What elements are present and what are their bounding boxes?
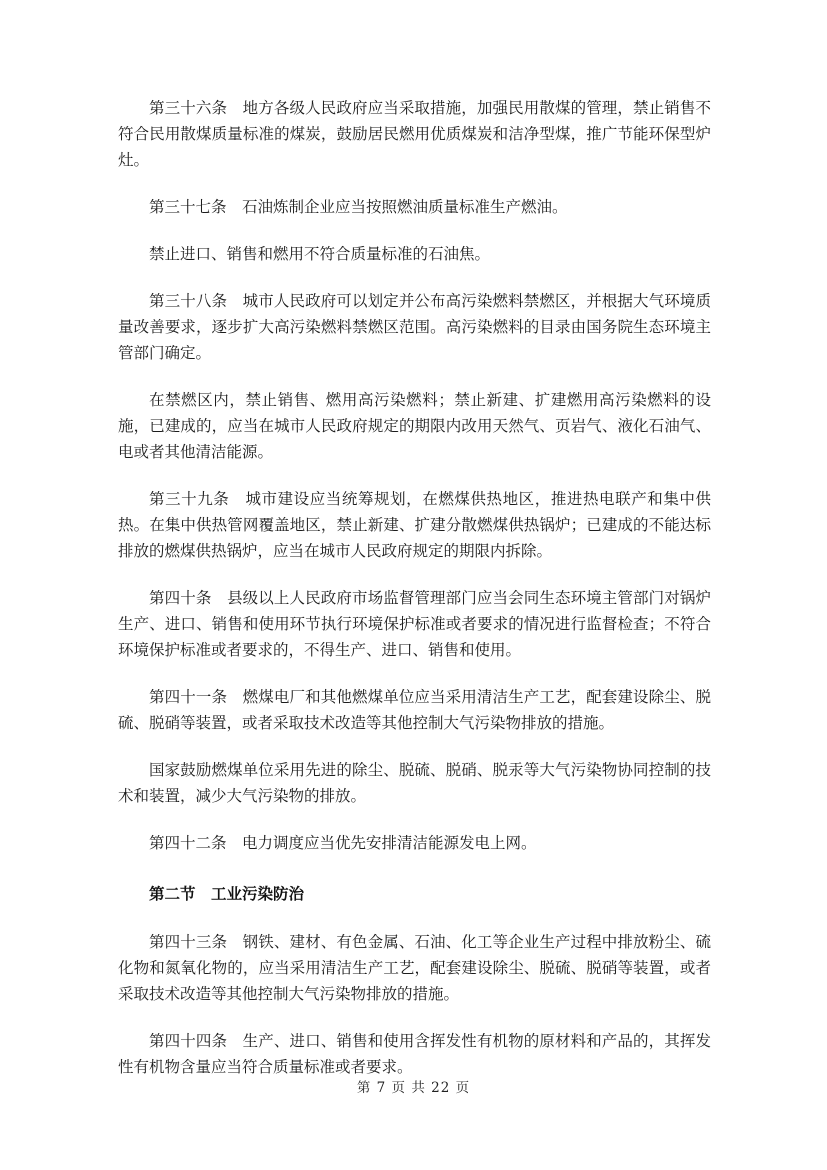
paragraph-article-36: 第三十六条 地方各级人民政府应当采取措施，加强民用散煤的管理，禁止销售不符合民用散煤质量标准的煤炭，鼓励居民燃用优质煤炭和洁净型煤，推广节能环保型炉灶。: [118, 99, 711, 169]
section-heading-industrial-pollution: 第二节 工业污染防治: [149, 885, 305, 903]
paragraph-article-44: 第四十四条 生产、进口、销售和使用含挥发性有机物的原材料和产品的，其挥发性有机物含量应当符合质量标准或者要求。: [118, 1032, 711, 1076]
page-footer: [0, 1078, 827, 1098]
paragraph-article-41: 第四十一条 燃煤电厂和其他燃煤单位应当采用清洁生产工艺，配套建设除尘、脱硫、脱硝等装置，或者采取技术改造等其他控制大气污染物排放的措施。: [118, 688, 711, 732]
paragraph-article-41-clause-2: 国家鼓励燃煤单位采用先进的除尘、脱硫、脱硝、脱汞等大气污染物协同控制的技术和装置，减少大气污染物的排放。: [118, 761, 711, 805]
paragraph-article-42: 第四十二条 电力调度应当优先安排清洁能源发电上网。: [149, 834, 537, 852]
paragraph-article-43: 第四十三条 钢铁、建材、有色金属、石油、化工等企业生产过程中排放粉尘、硫化物和氮氧化物的，应当采用清洁生产工艺，配套建设除尘、脱硫、脱硝等装置，或者采取技术改造等其他控制大气污染物排放的措施。: [118, 933, 711, 1003]
paragraph-article-40: 第四十条 县级以上人民政府市场监督管理部门应当会同生态环境主管部门对锅炉生产、进口、销售和使用环节执行环境保护标准或者要求的情况进行监督检查；不符合环境保护标准或者要求的，不得生产、进口、销售和使用。: [118, 589, 711, 659]
document-body: [118, 95, 711, 1101]
paragraph-article-39: 第三十九条 城市建设应当统筹规划，在燃煤供热地区，推进热电联产和集中供热。在集中供热管网覆盖地区，禁止新建、扩建分散燃煤供热锅炉；已建成的不能达标排放的燃煤供热锅炉，应当在城市人民政府规定的期限内拆除。: [118, 490, 711, 560]
paragraph-article-38: 第三十八条 城市人民政府可以划定并公布高污染燃料禁燃区，并根据大气环境质量改善要求，逐步扩大高污染燃料禁燃区范围。高污染燃料的目录由国务院生态环境主管部门确定。: [118, 292, 711, 362]
paragraph-article-37: 第三十七条 石油炼制企业应当按照燃油质量标准生产燃油。: [149, 198, 568, 216]
page-number-label: 第 7 页 共 22 页: [356, 1080, 471, 1096]
paragraph-article-38-clause-2: 在禁燃区内，禁止销售、燃用高污染燃料；禁止新建、扩建燃用高污染燃料的设施，已建成的，应当在城市人民政府规定的期限内改用天然气、页岩气、液化石油气、电或者其他清洁能源。: [118, 391, 711, 461]
paragraph-article-37-clause-2: 禁止进口、销售和燃用不符合质量标准的石油焦。: [149, 245, 491, 263]
